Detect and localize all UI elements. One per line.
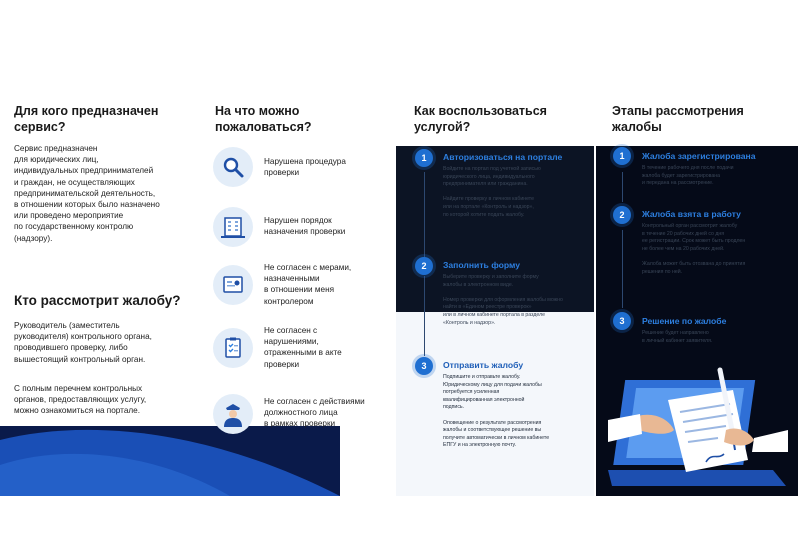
how-step-2-number: 2 [415,257,433,275]
stage-1-title: Жалоба зарегистрирована [642,151,756,161]
complaint-item-4: Не согласен с нарушениями, отраженными в акте проверки [264,326,342,369]
document-stamp-icon [213,265,253,305]
step-connector [424,172,425,258]
complaint-item-3: Не согласен с мерами, назначенными в отношении меня контролером [264,263,352,306]
complaint-item-5: Не согласен с действиями должностного лица в рамках проверки [264,397,365,429]
stage-2-desc: Контрольный орган рассмотрит жалобу в течение 20 рабочих дней со дня ее регистрации. Срок может быть продлен не более чем на 20 рабочих дней. Жалоба может быть отозвана до принятия решения по ней. [642,223,746,275]
stage-3-desc: Решение будет направлено в личный кабинет заявителя. [642,330,713,344]
laptop-signing-illustration [608,360,788,490]
section-title-stages: Этапы рассмотрения жалобы [612,104,744,134]
how-step-2-desc: Выберите проверку и заполните форму жалобы в электронном виде. Номер проверки для оформления жалобы можно найти в «Едином реестре проверок» или в личном кабинете портала в разделе «Контроль и надзор». [443,274,563,326]
how-step-2-title: Заполнить форму [443,260,521,270]
checklist-icon [213,328,253,368]
how-step-3-title: Отправить жалобу [443,360,524,370]
how-step-3-number: 3 [415,357,433,375]
for-whom-text: Сервис предназначен для юридических лиц, индивидуальных предпринимателей и граждан, не осуществляющих предпринимательской деятельность, в отношении которых было назначено или проведено мероприятие по государственному контролю (надзору). [14,144,160,243]
section-title-how-to-use: Как воспользоваться услугой? [414,104,547,134]
how-step-1-number: 1 [415,149,433,167]
complaint-item-2: Нарушен порядок назначения проверки [264,216,346,237]
stage-2-title: Жалоба взята в работу [642,209,741,219]
how-step-3-desc: Подпишите и отправьте жалобу. Юридическому лицу для подачи жалобы потребуется усиленная квалифицированная электронной подпись. Оповещение о результате рассмотрения жалобы и соответствующее решение вы получите автоматически в личном кабинете ЕПГУ и на электронную почту. [443,374,550,449]
magnifier-icon [213,147,253,187]
inspector-icon [213,394,253,434]
stage-connector [622,172,623,202]
stage-3-number: 3 [613,312,631,330]
stage-1-desc: В течение рабочего дня после подачи жалоба будет зарегистрирована и передана на рассмотрение. [642,165,734,187]
who-reviews-text: Руководитель (заместитель руководителя) контрольного органа, проводившего проверку, либо вышестоящий контрольный орган. [14,321,152,364]
complaint-item-1: Нарушена процедура проверки [264,157,346,178]
stage-1-number: 1 [613,147,631,165]
building-icon [213,207,253,247]
how-step-1-title: Авторизоваться на портале [443,152,563,162]
portal-list-text: С полным перечнем контрольных органов, предоставляющих услугу, можно ознакомиться на портале. [14,384,147,416]
step-connector [424,276,425,356]
stage-2-number: 2 [613,206,631,224]
stage-3-title: Решение по жалобе [642,316,727,326]
section-title-for-whom: Для кого предназначен сервис? [14,104,159,134]
decorative-wave [0,420,360,500]
how-step-1-desc: Войдите на портал под учетной записью юридического лица, индивидуального предпринимателя или гражданина. Найдите проверку в личном кабинете или на портале «Контроль и надзор», по которой хотите подать жалобу. [443,166,541,218]
stage-connector [622,230,623,308]
section-title-complaints: На что можно пожаловаться? [215,104,312,134]
section-title-who-reviews: Кто рассмотрит жалобу? [14,293,181,308]
